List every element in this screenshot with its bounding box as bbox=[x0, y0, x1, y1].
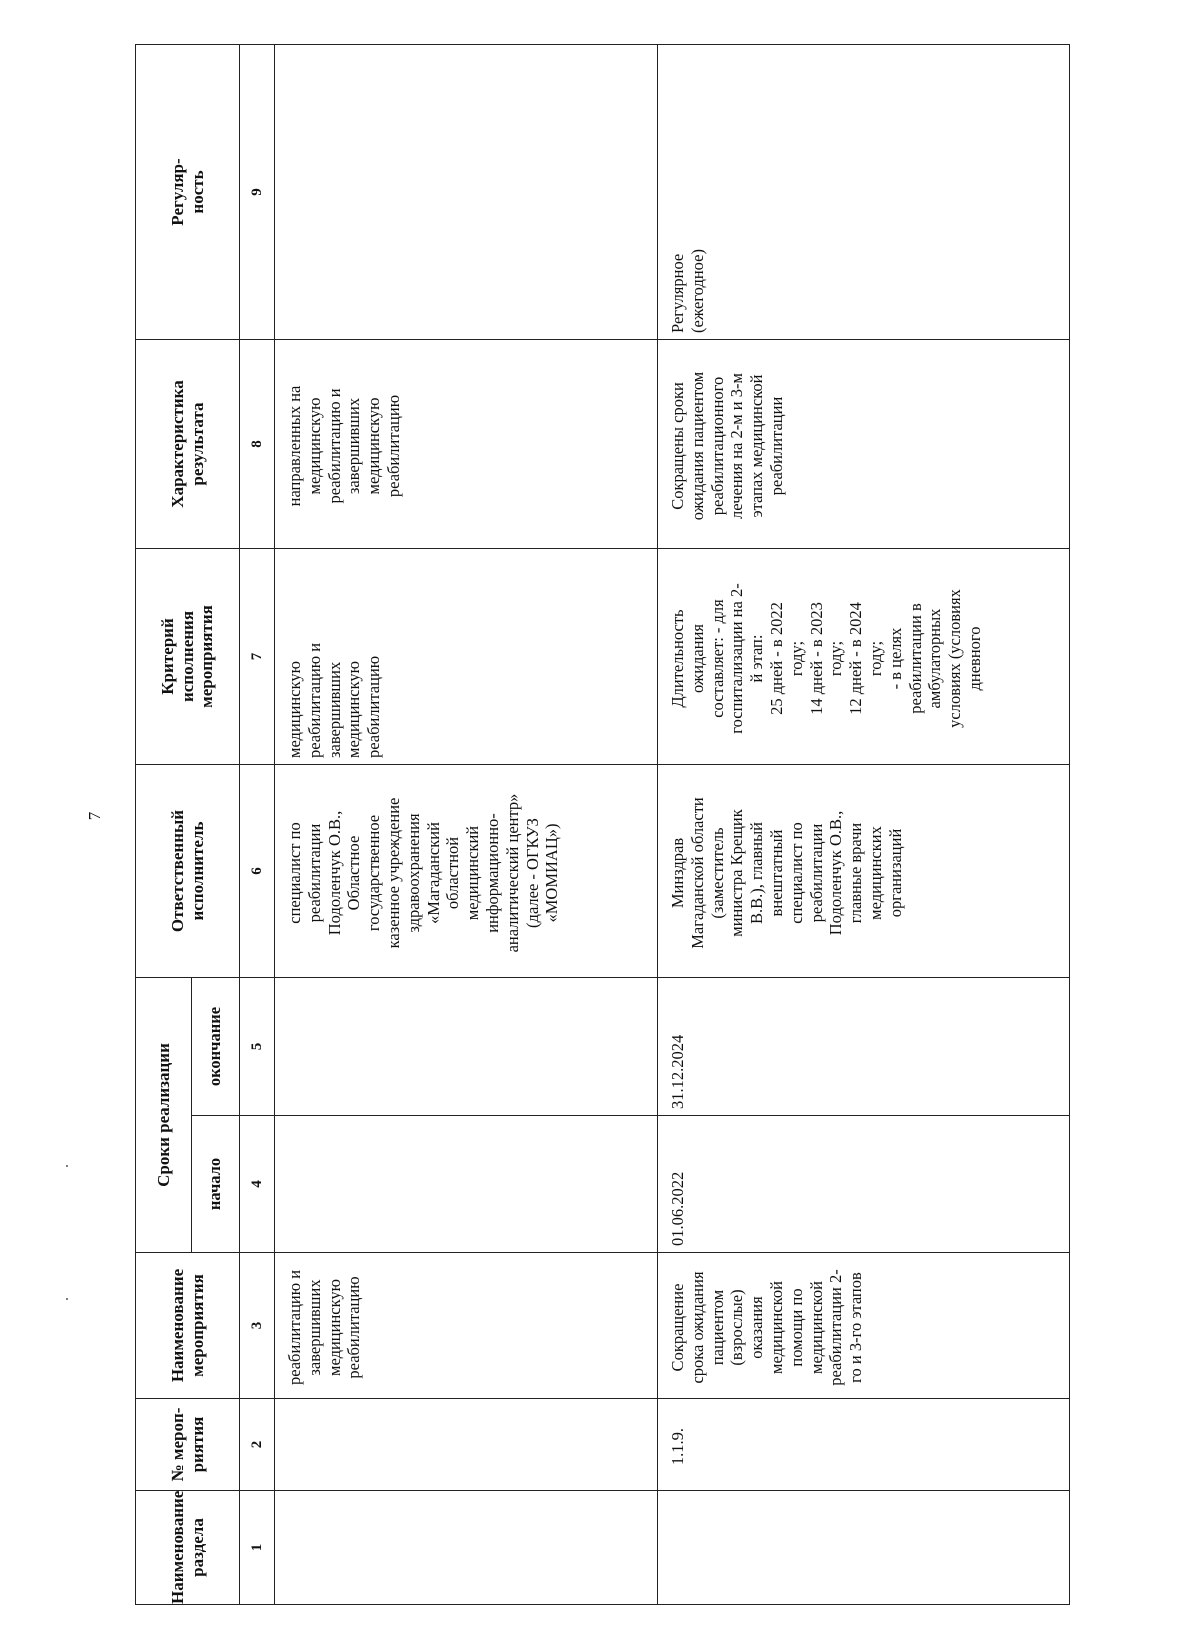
column-number: 6 bbox=[240, 765, 275, 978]
header-regularity: Регуляр- ность bbox=[136, 45, 240, 340]
page-number: 7 bbox=[85, 811, 104, 821]
cell-start bbox=[275, 1116, 658, 1253]
start-date: 01.06.2022 bbox=[668, 1171, 687, 1246]
cell-responsible: специалист по реабилитации Подоленчук О.В., Областное государственное казенное учреждение здравоохранения «Магаданский областной медицинский информационно- аналитический центр» (далее - ОГКУЗ «МОМИАЦ») bbox=[275, 765, 658, 978]
column-number: 3 bbox=[240, 1253, 275, 1399]
header-implementation-period: Сроки реализации bbox=[136, 978, 192, 1253]
cell-section bbox=[658, 1491, 1070, 1605]
cell-start bbox=[658, 1116, 1070, 1253]
plan-table bbox=[135, 44, 1070, 1605]
cell-number bbox=[275, 1399, 658, 1491]
column-number: 4 bbox=[240, 1116, 275, 1253]
cell-result: направленных на медицинскую реабилитацию и завершивших медицинскую реабилитацию bbox=[275, 340, 658, 549]
column-number: 1 bbox=[240, 1491, 275, 1605]
column-number: 2 bbox=[240, 1399, 275, 1491]
cell-number bbox=[658, 1399, 1070, 1491]
scan-dot bbox=[66, 1298, 68, 1300]
column-number-row bbox=[240, 45, 275, 1605]
cell-event-name: Сокращение срока ожидания пациентом (взрослые) оказания медицинской помощи по медицинской реабилитации 2- го и 3-го этапов bbox=[658, 1253, 1070, 1399]
table-row bbox=[275, 45, 658, 1605]
event-number: 1.1.9. bbox=[668, 1427, 687, 1466]
header-criterion: Критерий исполнения мероприятия bbox=[136, 549, 240, 765]
rotated-table-container bbox=[135, 45, 1070, 1605]
cell-responsible: Минздрав Магаданской области (заместитель министра Крещик В.В.), главный внештатный специалист по реабилитации Подоленчук О.В., главные врачи медицинских организаций bbox=[658, 765, 1070, 978]
cell-end bbox=[275, 978, 658, 1116]
column-number: 9 bbox=[240, 45, 275, 340]
column-number: 5 bbox=[240, 978, 275, 1116]
cell-end bbox=[658, 978, 1070, 1116]
end-date: 31.12.2024 bbox=[668, 1034, 687, 1109]
cell-regularity bbox=[275, 45, 658, 340]
cell-event-name: реабилитацию и завершивших медицинскую реабилитацию bbox=[275, 1253, 658, 1399]
header-event-number: № мероп- риятия bbox=[136, 1399, 240, 1491]
cell-criterion: медицинскую реабилитацию и завершивших медицинскую реабилитацию bbox=[275, 549, 658, 765]
cell-result: Сокращены сроки ожидания пациентом реабилитационного лечения на 2-м и 3-м этапах медицинской реабилитации bbox=[658, 340, 1070, 549]
scan-dot bbox=[66, 1165, 68, 1167]
header-row bbox=[136, 45, 192, 1605]
cell-regularity: Регулярное (ежегодное) bbox=[658, 45, 1070, 340]
header-event-name: Наименование мероприятия bbox=[136, 1253, 240, 1399]
cell-section bbox=[275, 1491, 658, 1605]
header-end: окончание bbox=[192, 978, 240, 1116]
column-number: 7 bbox=[240, 549, 275, 765]
header-result: Характеристика результата bbox=[136, 340, 240, 549]
cell-criterion: Длительность ожидания составляет: - для госпитализации на 2- й этап: 25 дней - в 2022 году; 14 дней - в 2023 году; 12 дней - в 2024 году; - в целях реабилитации в амбулаторных условиях (условиях дневного bbox=[658, 549, 1070, 765]
header-section-name: Наименование раздела bbox=[136, 1491, 240, 1605]
column-number: 8 bbox=[240, 340, 275, 549]
header-start: начало bbox=[192, 1116, 240, 1253]
header-responsible: Ответственный исполнитель bbox=[136, 765, 240, 978]
table-row bbox=[658, 45, 1070, 1605]
